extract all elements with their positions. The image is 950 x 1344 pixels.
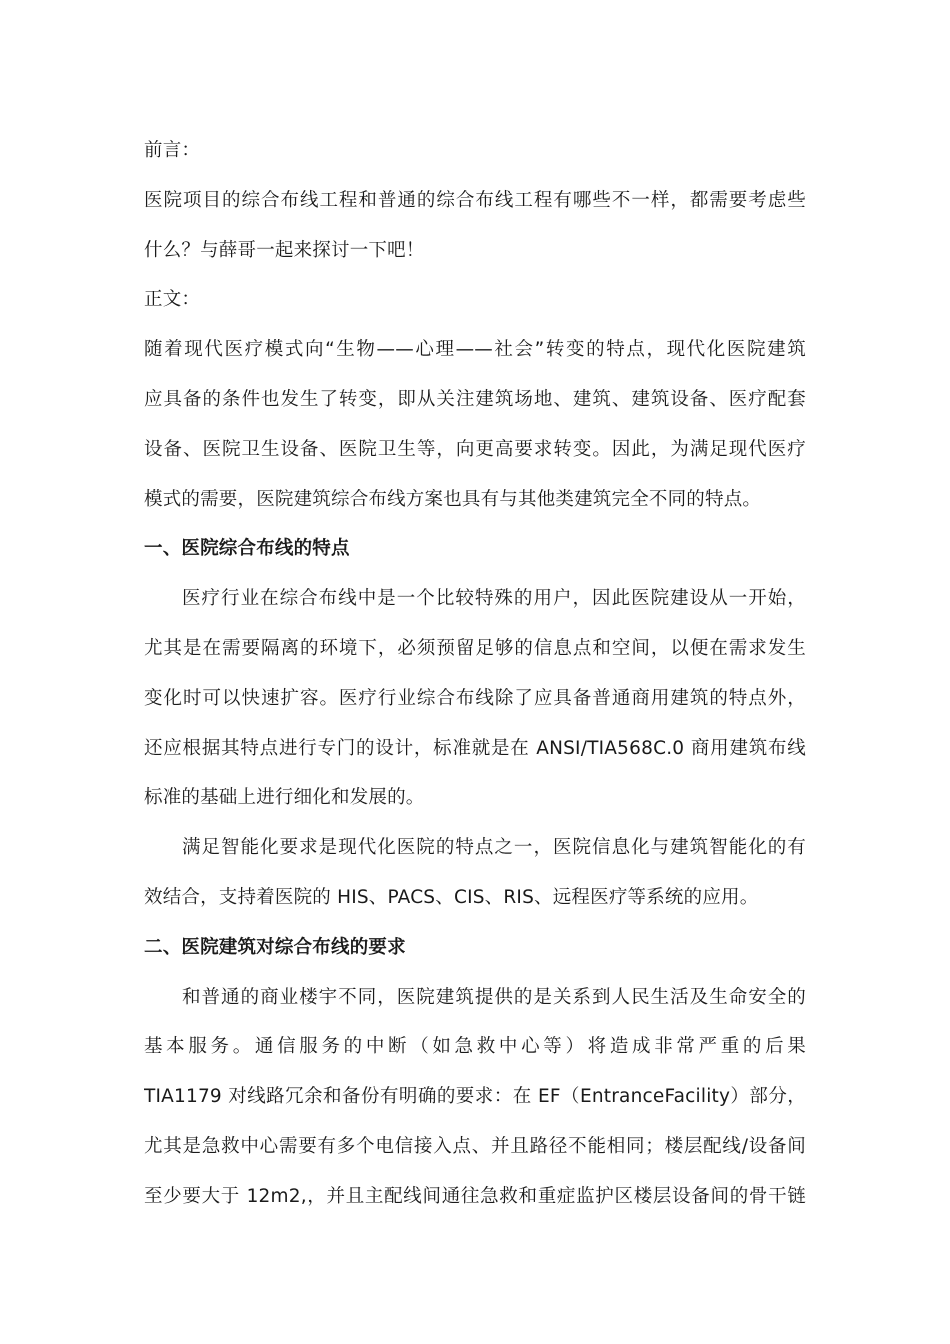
section-heading: 二、医院建筑对综合布线的要求 (144, 936, 406, 958)
paragraph-line: 至少要大于 12m2,，并且主配线间通往急救和重症监护区楼层设备间的骨干链 (144, 1185, 806, 1207)
paragraph-line: 满足智能化要求是现代化医院的特点之一，医院信息化与建筑智能化的有 (182, 837, 806, 859)
preface-line: 什么？与薛哥一起来探讨一下吧！ (144, 239, 425, 261)
paragraph-line: 基本服务。通信服务的中断（如急救中心等）将造成非常严重的后果 (144, 1036, 806, 1058)
intro-line: 模式的需要，医院建筑综合布线方案也具有与其他类建筑完全不同的特点。 (144, 488, 762, 510)
document-body (144, 126, 806, 1222)
intro-line: 应具备的条件也发生了转变，即从关注建筑场地、建筑、建筑设备、医疗配套 (144, 388, 806, 410)
paragraph-line: 标准的基础上进行细化和发展的。 (144, 787, 425, 809)
section-heading: 一、医院综合布线的特点 (144, 538, 350, 560)
paragraph-line: 还应根据其特点进行专门的设计，标准就是在 ANSI/TIA568C.0 商用建筑布线 (144, 737, 806, 759)
paragraph-line: 效结合，支持着医院的 HIS、PACS、CIS、RIS、远程医疗等系统的应用。 (144, 886, 759, 908)
intro-line: 设备、医院卫生设备、医院卫生等，向更高要求转变。因此，为满足现代医疗 (144, 438, 806, 460)
paragraph-line: TIA1179 对线路冗余和备份有明确的要求：在 EF（EntranceFacility）部分， (144, 1086, 806, 1108)
paragraph-line: 变化时可以快速扩容。医疗行业综合布线除了应具备普通商用建筑的特点外， (144, 687, 806, 709)
body-label: 正文： (144, 289, 201, 311)
preface-label: 前言： (144, 140, 201, 161)
paragraph-line: 尤其是急救中心需要有多个电信接入点、并且路径不能相同；楼层配线/设备间 (144, 1135, 806, 1157)
paragraph-line: 尤其是在需要隔离的环境下，必须预留足够的信息点和空间，以便在需求发生 (144, 637, 806, 659)
paragraph-line: 和普通的商业楼宇不同，医院建筑提供的是关系到人民生活及生命安全的 (182, 986, 806, 1008)
preface-line: 医院项目的综合布线工程和普通的综合布线工程有哪些不一样，都需要考虑些 (144, 189, 806, 211)
intro-line: 随着现代医疗模式向“生物——心理——社会”转变的特点，现代化医院建筑 (144, 339, 806, 361)
paragraph-line: 医疗行业在综合布线中是一个比较特殊的用户，因此医院建设从一开始， (182, 588, 806, 610)
